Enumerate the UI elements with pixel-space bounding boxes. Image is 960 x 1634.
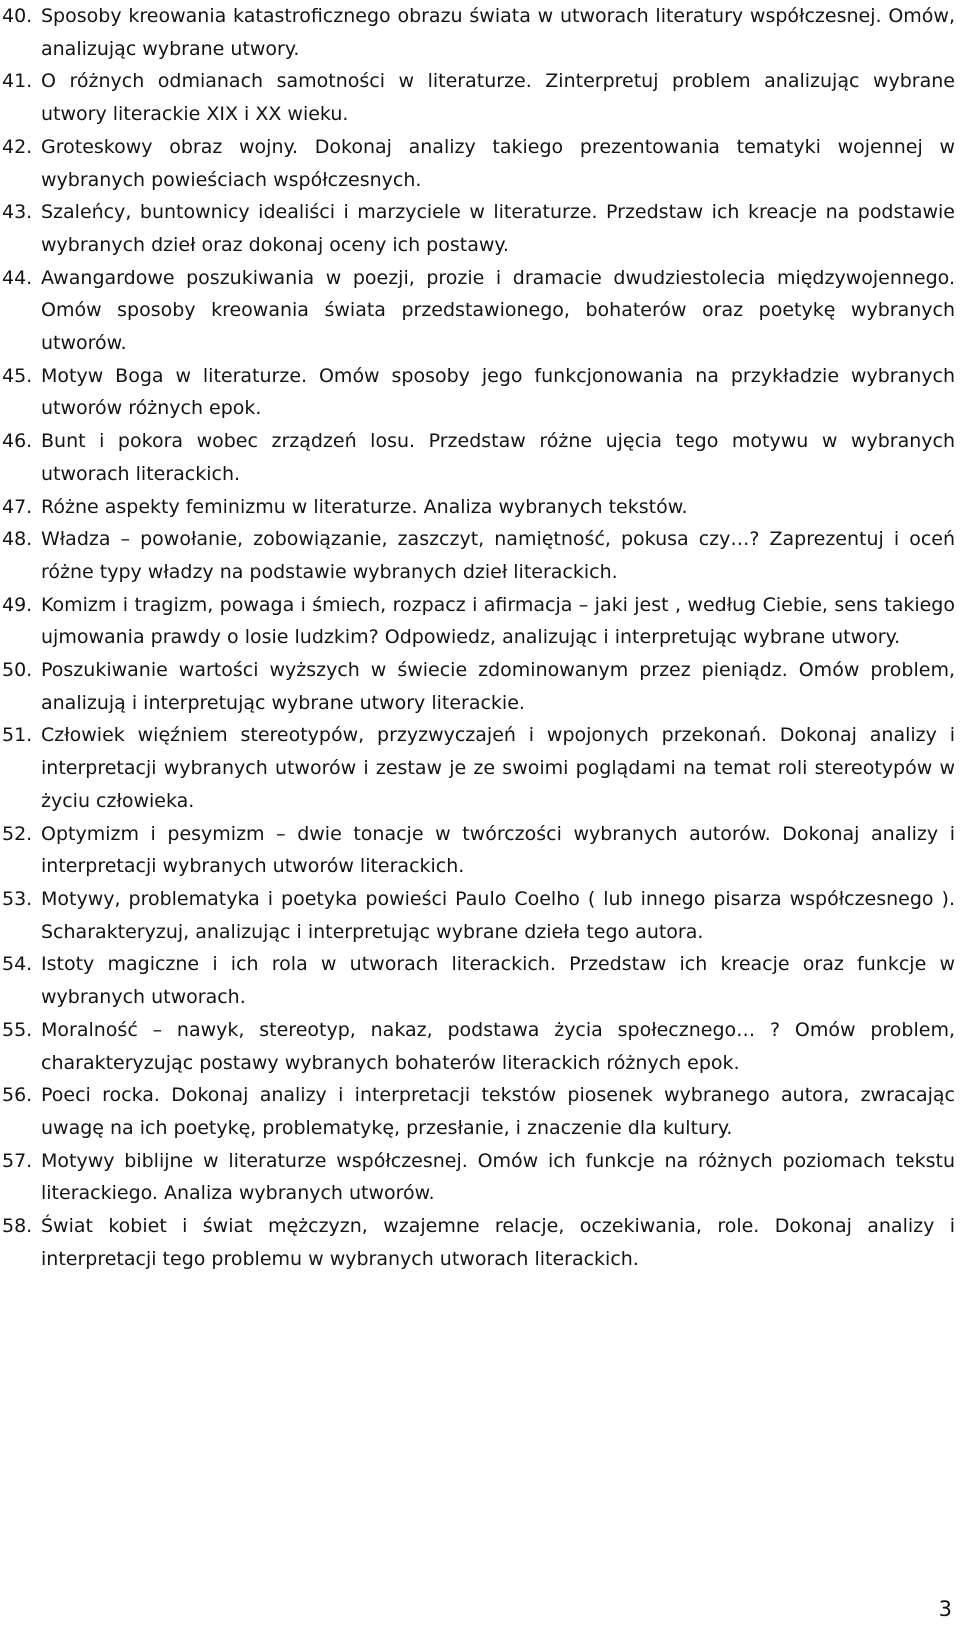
topic-item [2,0,955,65]
topic-number: 40. [2,5,33,27]
topic-item [2,1014,955,1079]
topic-number: 41. [2,70,33,93]
topic-text: Sposoby kreowania katastroficznego obrazu świata w utworach literatury współczesnej. Omów, analizując wybrane utwory. [41,5,955,60]
topic-text: O różnych odmianach samotności w literaturze. Zinterpretuj problem analizując wybrane utwory literackie XIX i XX wieku. [41,70,955,126]
topic-text: Istoty magiczne i ich rola w utworach literackich. Przedstaw ich kreacje oraz funkcje w wybranych utworach. [41,953,955,1009]
topic-item [2,131,955,196]
topic-number: 52. [2,822,33,845]
topic-item [2,719,955,817]
topic-text: Awangardowe poszukiwania w poezji, prozie i dramacie dwudziestolecia międzywojennego. Omów sposoby kreowania świata przedstawionego, bohaterów oraz poetykę wybranych utworów. [41,266,955,355]
topic-number: 46. [2,430,33,453]
topic-number: 49. [2,593,33,616]
topic-number: 44. [2,266,33,289]
page-number: 3 [938,1597,952,1621]
topic-item [2,196,955,261]
topic-text: Świat kobiet i świat mężczyzn, wzajemne relacje, oczekiwania, role. Dokonaj analizy i interpretacji tego problemu w wybranych utworach literackich. [41,1215,955,1270]
topic-item [2,948,955,1013]
topic-text: Szaleńcy, buntownicy idealiści i marzyciele w literaturze. Przedstaw ich kreacje na podstawie wybranych dzieł oraz dokonaj oceny ich postawy. [41,201,955,256]
topic-number: 43. [2,201,33,224]
topic-number: 47. [2,495,33,518]
topic-item [2,262,955,360]
topic-text: Poszukiwanie wartości wyższych w świecie zdominowanym przez pieniądz. Omów problem, analizują i interpretując wybrane utwory literackie. [41,659,955,714]
topic-text: Motywy biblijne w literaturze współczesnej. Omów ich funkcje na różnych poziomach tekstu literackiego. Analiza wybranych utworów. [41,1149,955,1205]
topic-item [2,589,955,654]
topic-number: 48. [2,528,33,551]
topic-item [2,1145,955,1210]
topic-item [2,1079,955,1144]
topic-item [2,818,955,883]
topic-text: Władza – powołanie, zobowiązanie, zaszczyt, namiętność, pokusa czy…? Zaprezentuj i oceń różne typy władzy na podstawie wybranych dzieł literackich. [41,528,955,583]
topic-item [2,491,955,524]
topic-item [2,425,955,490]
topic-number: 53. [2,887,33,910]
topic-item [2,1210,955,1275]
topic-text: Poeci rocka. Dokonaj analizy i interpretacji tekstów piosenek wybranego autora, zwracając uwagę na ich poetykę, problematykę, przesłanie, i znaczenie dla kultury. [41,1084,955,1139]
topic-number: 58. [2,1215,33,1238]
topic-text: Różne aspekty feminizmu w literaturze. Analiza wybranych tekstów. [41,495,688,518]
topic-text: Bunt i pokora wobec zrządzeń losu. Przedstaw różne ujęcia tego motywu w wybranych utworach literackich. [41,430,955,485]
topic-number: 56. [2,1084,33,1107]
topic-text: Moralność – nawyk, stereotyp, nakaz, podstawa życia społecznego… ? Omów problem, charakteryzując postawy wybranych bohaterów literackich różnych epok. [41,1018,955,1074]
topic-text: Groteskowy obraz wojny. Dokonaj analizy takiego prezentowania tematyki wojennej w wybranych powieściach współczesnych. [41,135,955,191]
topic-number: 45. [2,364,33,387]
topic-item [2,360,955,425]
topic-number: 55. [2,1018,33,1041]
topic-number: 57. [2,1149,33,1172]
topic-text: Motywy, problematyka i poetyka powieści Paulo Coelho ( lub innego pisarza współczesnego ). Scharakteryzuj, analizując i interpretując wybrane dzieła tego autora. [41,887,955,943]
topic-list [2,0,955,1275]
topic-text: Motyw Boga w literaturze. Omów sposoby jego funkcjonowania na przykładzie wybranych utworów różnych epok. [41,364,955,420]
topic-text: Optymizm i pesymizm – dwie tonacje w twórczości wybranych autorów. Dokonaj analizy i interpretacji wybranych utworów literackich. [41,822,955,878]
topic-number: 50. [2,659,33,682]
topic-number: 51. [2,724,33,747]
topic-number: 42. [2,135,33,158]
topic-text: Człowiek więźniem stereotypów, przyzwyczajeń i wpojonych przekonań. Dokonaj analizy i interpretacji wybranych utworów i zestaw je ze swoimi poglądami na temat roli stereotypów w życiu człowieka. [41,724,955,812]
topic-item [2,523,955,588]
topic-item [2,65,955,130]
topic-text: Komizm i tragizm, powaga i śmiech, rozpacz i afirmacja – jaki jest , według Ciebie, sens takiego ujmowania prawdy o losie ludzkim? Odpowiedz, analizując i interpretując wybrane utwory. [41,593,955,649]
topic-number: 54. [2,953,33,976]
topic-item [2,883,955,948]
topic-item [2,654,955,719]
